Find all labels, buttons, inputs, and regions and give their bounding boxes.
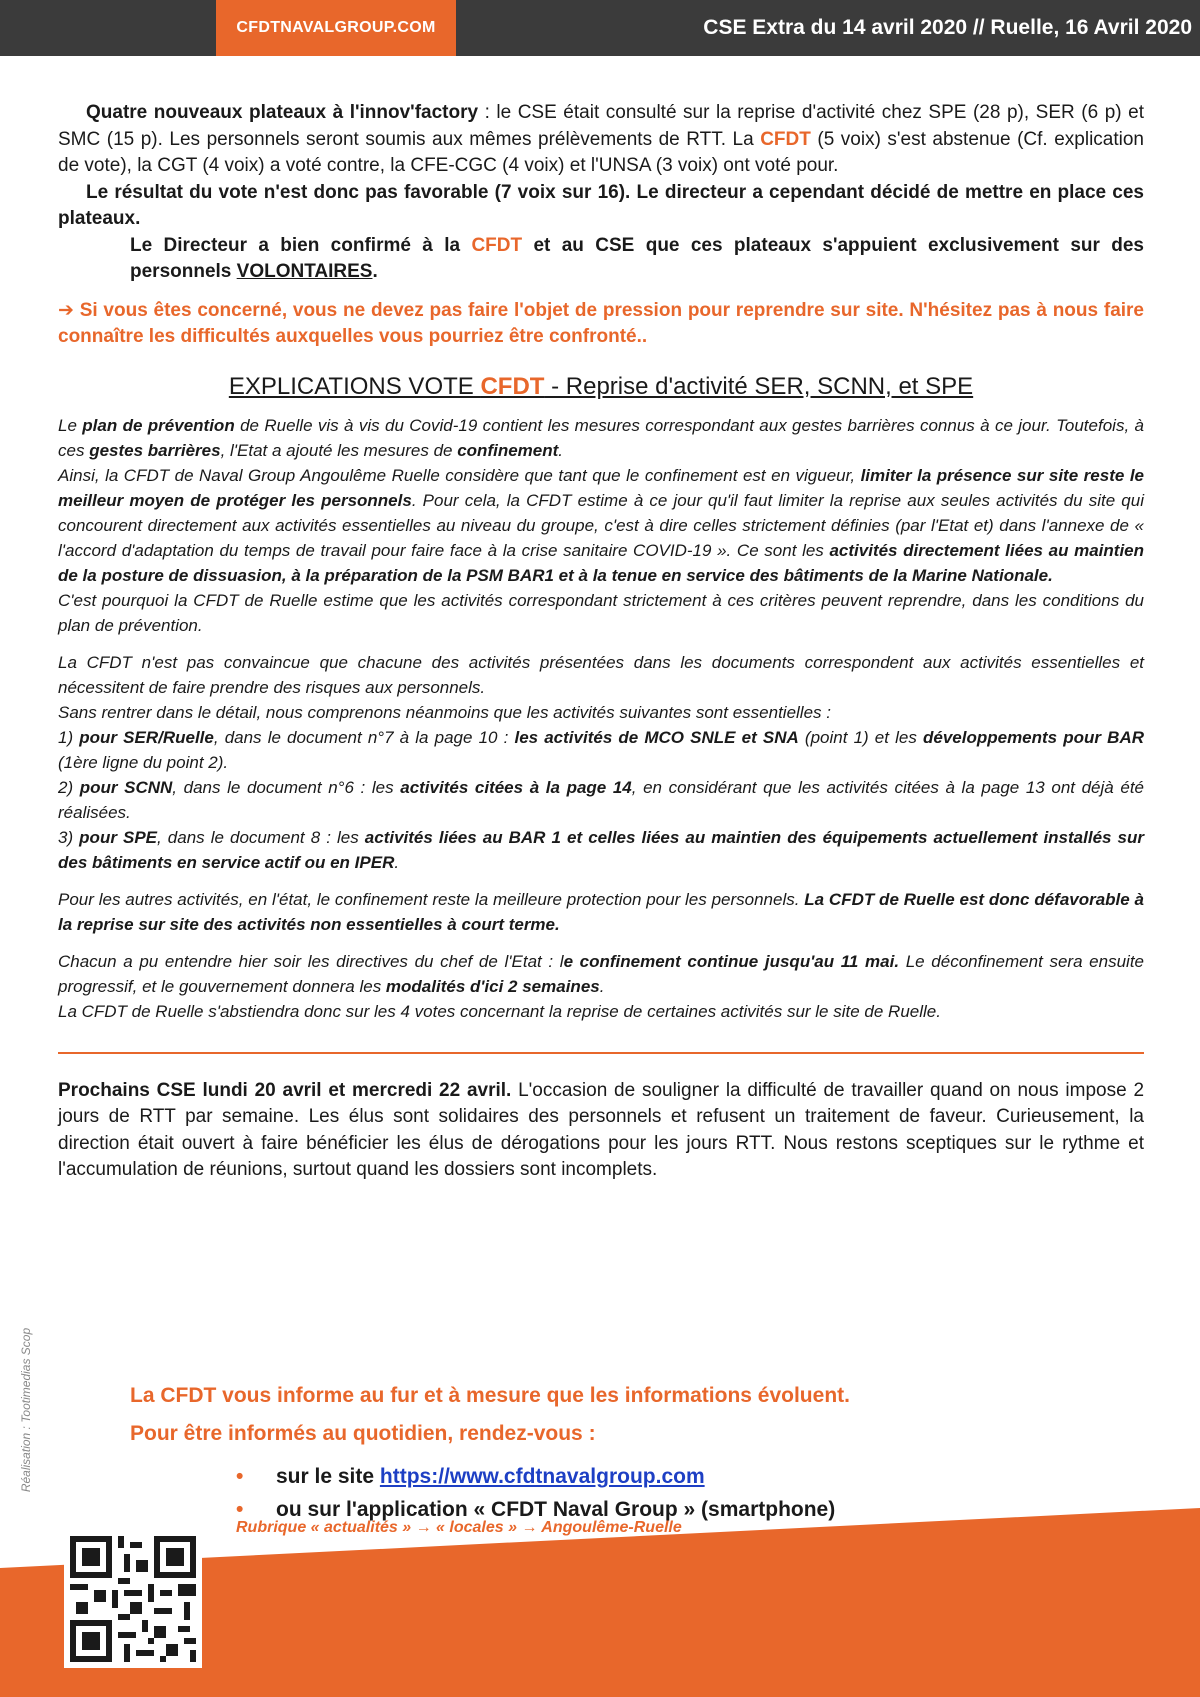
text: . <box>372 261 378 282</box>
vote-result: Le résultat du vote n'est donc pas favorable (7 voix sur 16). Le directeur a cependant décidé de mettre en place ces plateaux. <box>58 181 1144 229</box>
text: Ainsi, la CFDT de Naval Group Angoulême Ruelle considère que tant que le confinement est en vigueur, <box>58 465 861 485</box>
text: , en considérant que les activités citées à la page 13 ont déjà été réalisées. <box>58 777 1144 822</box>
item-ser <box>58 725 1144 775</box>
text: Chacun a pu entendre hier soir les directives du chef de l'Etat : l <box>58 951 564 971</box>
text: pour SPE <box>79 827 158 847</box>
text: , dans le document 8 : les <box>157 827 365 847</box>
text: , l'Etat a ajouté les mesures de <box>220 440 458 460</box>
text: 3) <box>58 827 80 847</box>
text: La CFDT de Ruelle est donc défavorable à la reprise sur site des activités non essentielles à court terme. <box>58 889 1144 934</box>
text: développements pour BAR <box>922 727 1144 747</box>
para-sans-rentrer: Sans rentrer dans le détail, nous comprenons néanmoins que les activités suivantes sont essentielles : <box>58 702 831 722</box>
text: (point 1) et les <box>798 727 923 747</box>
header-title: CSE Extra du 14 avril 2020 // Ruelle, 16 Avril 2020 <box>703 16 1192 39</box>
plateaux-heading: Quatre nouveaux plateaux à l'innov'factory <box>86 102 479 123</box>
main-content <box>58 100 1144 1184</box>
promo-block <box>130 1377 1030 1453</box>
paragraph-vote-result <box>58 180 1144 233</box>
top-bar <box>0 0 1200 56</box>
text: . Pour cela, la CFDT estime à ce jour qu'il faut limiter la reprise aux seules activités du site qui concourent directement aux activités essentielles au niveau du groupe, c'est à dire celles strictement définies (par l'Etat et) dans l'annexe de « l'accord d'adaptation du temps de travail pour faire face à la crise sanitaire COVID-19 ». Ce sont les <box>58 490 1144 560</box>
item-spe <box>58 825 1144 875</box>
text: - Reprise d'activité SER, SCNN, et SPE <box>544 372 974 400</box>
text: modalités d'ici 2 semaines <box>385 976 600 996</box>
section-prochains-cse <box>58 1078 1144 1184</box>
website-link[interactable]: https://www.cfdtnavalgroup.com <box>379 1465 705 1488</box>
text: pour SCNN <box>79 777 173 797</box>
text: Le déconfinement sera ensuite progressif, et le gouvernement donnera les <box>58 951 1144 996</box>
text: activités citées à la page 14 <box>400 777 632 797</box>
text: L'occasion de souligner la difficulté de travailler quand on nous impose 2 jours de RTT par semaine. Les élus sont solidaires des personnels et refusent un traitement de faveur. Curieusement, la direction était ouvert à faire bénéficier les élus de dérogations pour les jours RTT. Nous restons sceptiques sur le rythme et l'accumulation de réunions, surtout quand les dossiers sont incomplets. <box>58 1079 1145 1180</box>
list-item <box>236 1460 835 1493</box>
text: EXPLICATIONS VOTE <box>228 372 481 400</box>
item-scnn <box>58 775 1144 825</box>
text: : le CSE était consulté sur la reprise d'activité chez SPE (28 p), SER (6 p) et SMC (15 p). Les personnels seront soumis aux mêmes prélèvements de RTT. La <box>58 102 1144 150</box>
text: Prochains CSE lundi 20 avril et mercredi 22 avril. <box>58 1079 512 1101</box>
text: e confinement continue jusqu'au 11 mai. <box>563 951 900 971</box>
para-pourquoi: C'est pourquoi la CFDT de Ruelle estime que les activités correspondant strictement à ces critères peuvent reprendre, dans les conditions du plan de prévention. <box>58 590 1144 635</box>
cfdt-highlight: CFDT <box>471 234 523 256</box>
text: sur le site <box>276 1465 380 1488</box>
text: . <box>599 976 605 996</box>
text: 2) <box>58 777 80 797</box>
qr-code-icon[interactable] <box>64 1530 202 1668</box>
text: , dans le document n°7 à la page 10 : <box>213 727 515 747</box>
rubrique-path: Rubrique « actualités » → « locales » → Angoulême-Ruelle <box>236 1519 682 1536</box>
para-prochains-cse <box>58 1078 1144 1184</box>
section-plateaux <box>58 100 1144 351</box>
text: Le <box>58 415 83 435</box>
para-chef-etat <box>58 949 1144 999</box>
section-explications <box>58 413 1144 1024</box>
text: , dans le document n°6 : les <box>172 777 401 797</box>
text: et au CSE que ces plateaux s'appuient exclusivement sur des personnels <box>130 234 1144 282</box>
divider <box>58 1052 1144 1054</box>
text: (5 voix) s'est abstenue (Cf. explication de vote), la CGT (4 voix) a voté contre, la CFE-CGC (4 voix) et l'UNSA (3 voix) ont voté pour. <box>58 128 1145 176</box>
para-plan <box>58 413 1144 463</box>
text: limiter la présence sur site reste le meilleur moyen de protéger les personnels <box>58 465 1144 510</box>
volontaires-word: VOLONTAIRES <box>236 261 373 282</box>
text: de Ruelle vis à vis du Covid-19 contient les mesures correspondant aux gestes barrières connus à ce jour. Toutefois, à ces <box>58 415 1144 460</box>
text: activités directement liées au maintien de la posture de dissuasion, à la préparation de la PSM BAR1 et à la tenue en service des bâtiments de la Marine Nationale. <box>58 540 1145 585</box>
alert-pressure: ➔ Si vous êtes concerné, vous ne devez pas faire l'objet de pression pour reprendre sur site. N'hésitez pas à nous faire connaître les difficultés auxquelles vous pourriez être confronté.. <box>58 299 1144 347</box>
paragraph-director <box>130 233 1144 286</box>
text: ou sur l'application « CFDT Naval Group » (smartphone) <box>276 1498 836 1521</box>
text: gestes barrières <box>89 440 221 460</box>
text: plan de prévention <box>82 415 235 435</box>
text: . <box>394 852 400 872</box>
bullet-icon: • <box>236 1498 244 1521</box>
qr-code-graphic <box>64 1530 202 1668</box>
credit-label <box>14 1290 38 1530</box>
text: activités liées au BAR 1 et celles liées au maintien des équipements actuellement installés sur des bâtiments en service actif ou en IPER <box>58 827 1144 872</box>
cfdt-highlight: CFDT <box>480 372 545 400</box>
section-title-explications <box>58 373 1144 401</box>
bullet-icon: • <box>236 1465 244 1488</box>
text: Réalisation : Tootimedias Scop <box>19 1327 33 1493</box>
text: les activités de MCO SNLE et SNA <box>514 727 799 747</box>
cfdt-highlight: CFDT <box>760 128 811 150</box>
site-name-tab[interactable]: CFDTNAVALGROUP.COM <box>216 0 456 56</box>
para-abstention: La CFDT de Ruelle s'abstiendra donc sur les 4 votes concernant la reprise de certaines activités sur le site de Ruelle. <box>58 1001 941 1021</box>
promo-line-1: La CFDT vous informe au fur et à mesure que les informations évoluent. <box>130 1384 850 1407</box>
text: (1ère ligne du point 2). <box>58 752 229 772</box>
para-ainsi <box>58 463 1144 588</box>
promo-line-2: Pour être informés au quotidien, rendez-vous : <box>130 1422 596 1445</box>
text: Le Directeur a bien confirmé à la <box>130 234 472 256</box>
para-autres-activites <box>58 887 1144 937</box>
text: . <box>558 440 564 460</box>
text: pour SER/Ruelle <box>79 727 214 747</box>
text: 1) <box>58 727 80 747</box>
links-list <box>236 1460 835 1526</box>
text: confinement <box>457 440 559 460</box>
para-convaincue: La CFDT n'est pas convaincue que chacune des activités présentées dans les documents correspondent aux activités essentielles et nécessitent de faire prendre des risques aux personnels. <box>58 652 1144 697</box>
text: Pour les autres activités, en l'état, le confinement reste la meilleure protection pour les personnels. <box>58 889 805 909</box>
paragraph-plateaux <box>58 100 1144 180</box>
